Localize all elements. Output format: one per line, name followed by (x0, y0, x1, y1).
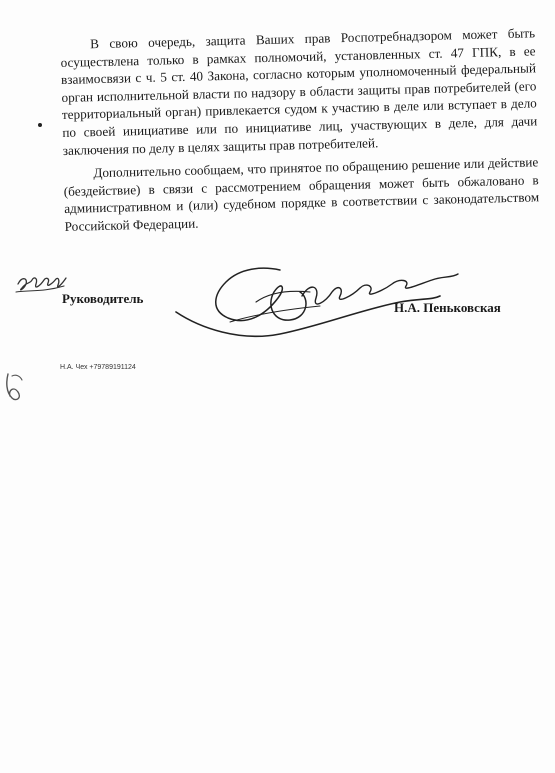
margin-dot-mark (38, 123, 42, 127)
executor-contact: Н.А. Чех +79789191124 (60, 364, 136, 371)
handwritten-margin-mark (2, 370, 32, 406)
signatory-name: Н.А. Пеньковская (394, 300, 501, 315)
letter-body (60, 24, 540, 235)
signatory-position: Руководитель (62, 291, 144, 306)
letter-paragraph-2: Дополнительно сообщаем, что принятое по обращению решение или действие (бездействие) в связи с рассмотрением обращения может быть обжаловано в административном и (или) судебном порядке в соответствии с законодательством Российской Федерации. (63, 154, 540, 234)
letter-paragraph-1: В свою очередь, защита Ваших прав Роспотребнадзором может быть осуществлена только в рамках полномочий, установленных ст. 47 ГПК, в ее взаимосвязи с ч. 5 ст. 40 Закона, согласно которым уполномоченный федеральный орган исполнительной власти по надзору в области защиты прав потребителей (его территориальный орган) привлекается судом к участию в деле или вступает в дело по своей инициативе или по инициативе лиц, участвующих в деле, для дачи заключения по делу в целях защиты прав потребителей. (60, 25, 538, 158)
